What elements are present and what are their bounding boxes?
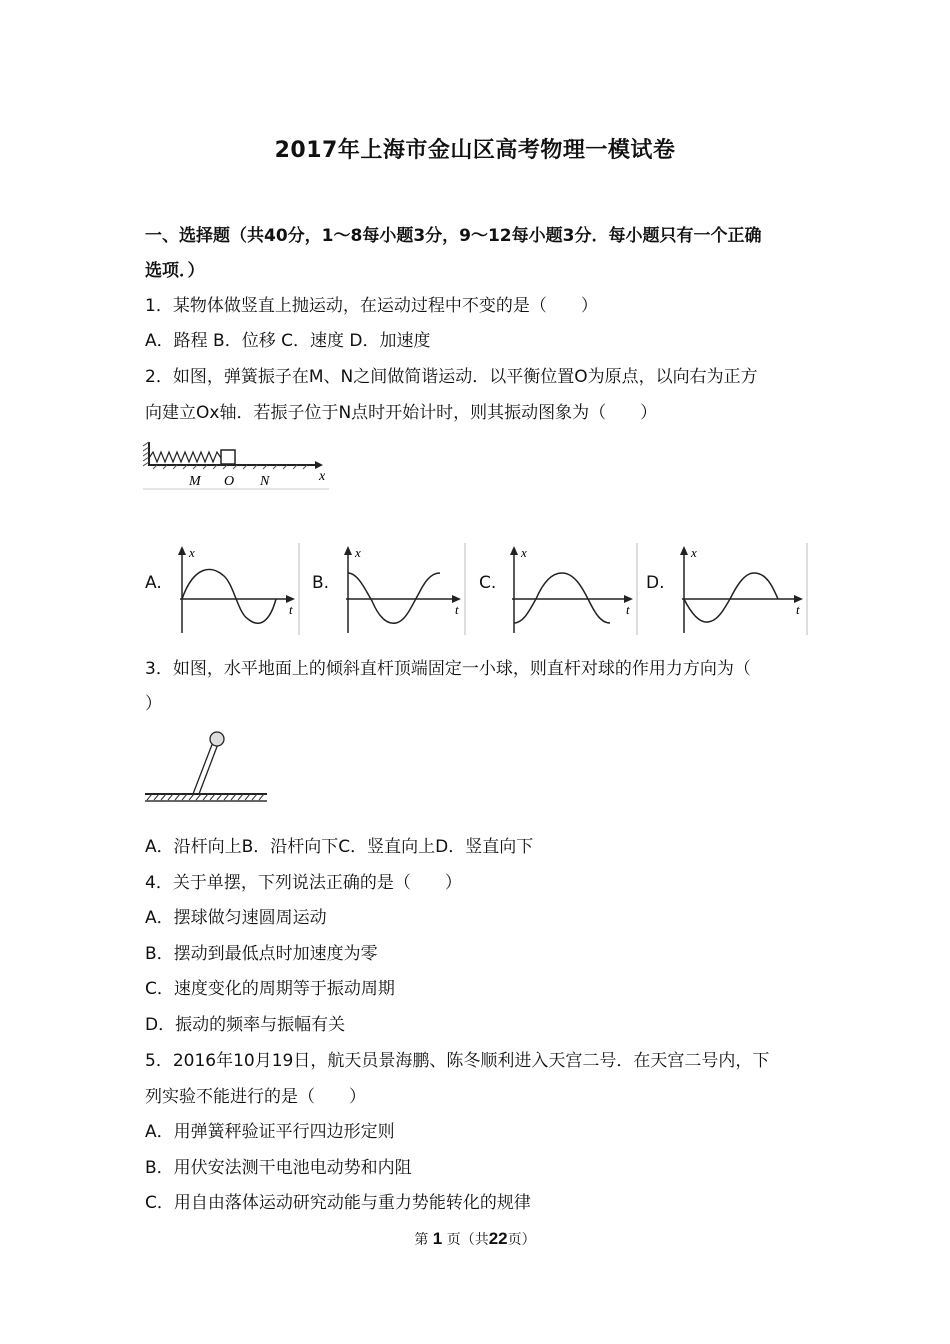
graph-option-b [338, 543, 468, 635]
label-m: M [189, 474, 201, 489]
q5-stem-line1: 5．2016年10月19日，航天员景海鹏、陈冬顺利进入天宫二号．在天宫二号内，下 [145, 1051, 770, 1071]
q3-stem-line1: 3．如图，水平地面上的倾斜直杆顶端固定一小球，则直杆对球的作用力方向为（ [145, 659, 751, 679]
graph-b-t-label: t [455, 602, 459, 617]
label-x: x [319, 469, 326, 484]
graph-option-d [674, 543, 810, 635]
section-heading-line2: 选项．） [145, 261, 205, 281]
footer-total-pages: 22 [488, 1229, 508, 1248]
q4-stem: 4．关于单摆，下列说法正确的是（ ） [145, 873, 462, 893]
page-title: 2017年上海市金山区高考物理一模试卷 [274, 138, 676, 163]
graph-option-c [504, 543, 640, 635]
q1-stem: 1．某物体做竖直上抛运动，在运动过程中不变的是（ ） [145, 296, 598, 316]
ball-icon [210, 732, 224, 746]
page-footer [0, 1229, 950, 1249]
q4-option-c: C．速度变化的周期等于振动周期 [145, 979, 395, 999]
graph-b-x-label: x [355, 545, 361, 560]
q2-option-d-label: D. [646, 573, 665, 593]
q1-options: A．路程 B．位移 C．速度 D．加速度 [145, 331, 431, 351]
graph-d-x-label: x [691, 545, 697, 560]
spring-oscillator-figure [143, 440, 333, 492]
q2-stem-line1: 2．如图，弹簧振子在M、N之间做简谐运动．以平衡位置O为原点，以向右为正方 [145, 367, 758, 387]
q3-options: A．沿杆向上B．沿杆向下C．竖直向上D．竖直向下 [145, 837, 534, 857]
q2-option-c-label: C. [479, 573, 497, 593]
q4-option-d: D．振动的频率与振幅有关 [145, 1015, 346, 1035]
q5-stem-line2: 列实验不能进行的是（ ） [145, 1087, 366, 1107]
footer-prefix: 第 [414, 1232, 429, 1248]
q2-option-b-label: B. [312, 573, 330, 593]
q5-option-b: B．用伏安法测干电池电动势和内阻 [145, 1158, 412, 1178]
footer-suffix: 页） [507, 1232, 536, 1248]
graph-d-t-label: t [796, 602, 800, 617]
q5-option-a: A．用弹簧秤验证平行四边形定则 [145, 1122, 395, 1142]
q4-option-b: B．摆动到最低点时加速度为零 [145, 944, 378, 964]
footer-middle: 页（共 [446, 1232, 489, 1248]
q3-stem-line2: ） [145, 694, 162, 714]
graph-option-a [172, 543, 302, 635]
label-o: O [224, 474, 235, 489]
q2-stem-line2: 向建立Ox轴．若振子位于N点时开始计时，则其振动图象为（ ） [145, 403, 658, 423]
q5-option-c: C．用自由落体运动研究动能与重力势能转化的规律 [145, 1193, 531, 1213]
graph-c-t-label: t [626, 602, 630, 617]
q4-option-a: A．摆球做匀速圆周运动 [145, 908, 327, 928]
label-n: N [260, 474, 270, 489]
section-heading-line1: 一、选择题（共40分，1～8每小题3分，9～12每小题3分．每小题只有一个正确 [145, 226, 762, 246]
graph-a-x-label: x [189, 545, 195, 560]
graph-a-t-label: t [289, 602, 293, 617]
q2-option-a-label: A. [145, 573, 162, 593]
graph-c-x-label: x [521, 545, 527, 560]
footer-page-number: 1 [432, 1229, 443, 1248]
inclined-rod-figure [143, 728, 273, 806]
